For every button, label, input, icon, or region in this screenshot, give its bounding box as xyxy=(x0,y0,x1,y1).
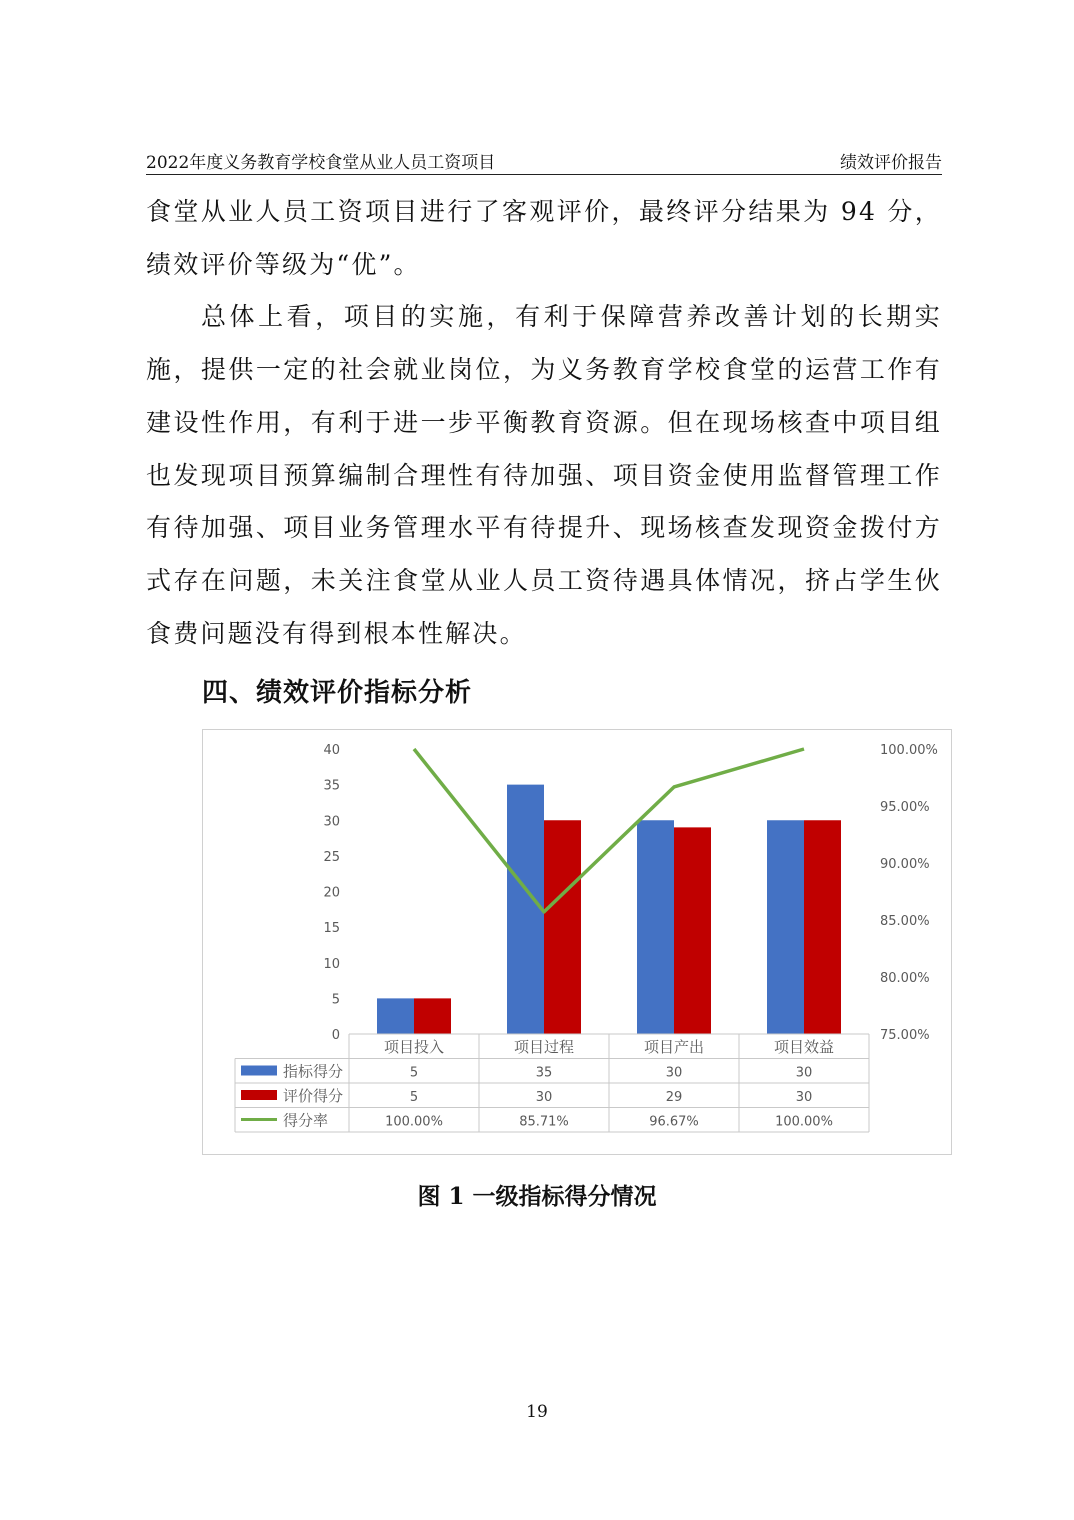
bar-evaluation-score xyxy=(674,827,711,1034)
chart-container xyxy=(202,729,952,1155)
header-title: 2022年度义务教育学校食堂从业人员工资项目 xyxy=(146,153,496,173)
table-cell-value: 85.71% xyxy=(519,1114,569,1130)
figure-caption: 图 1 一级指标得分情况 xyxy=(417,1183,657,1210)
paragraph-2: 总体上看，项目的实施，有利于保障营养改善计划的长期实施，提供一定的社会就业岗位，为义务教育学校食堂的运营工作有建设性作用，有利于进一步平衡教育资源。但在现场核查中项目组也发现项目预算编制合理性有待加强、项目资金使用监督管理工作有待加强、项目业务管理水平有待提升、现场核查发现资金拨付方式存在问题，未关注食堂从业人员工资待遇具体情况，挤占学生伙食费问题没有得到根本性解决。 xyxy=(146,302,942,648)
y2-tick-label: 80.00% xyxy=(880,971,930,986)
table-cell-value: 96.67% xyxy=(649,1114,699,1130)
bar-evaluation-score xyxy=(804,820,841,1034)
y-tick-label: 10 xyxy=(323,956,340,972)
table-cell-value: 30 xyxy=(795,1065,813,1081)
page-number: 19 xyxy=(526,1402,548,1422)
y2-tick-label: 75.00% xyxy=(880,1028,930,1043)
section-heading: 四、绩效评价指标分析 xyxy=(202,678,473,708)
bar-evaluation-score xyxy=(414,998,451,1034)
y-tick-label: 0 xyxy=(331,1028,340,1043)
table-cell-value: 100.00% xyxy=(385,1114,443,1130)
table-cell-value: 100.00% xyxy=(775,1114,833,1130)
table-cell-value: 5 xyxy=(409,1090,419,1105)
y2-tick-label: 85.00% xyxy=(880,914,930,929)
table-cell-value: 30 xyxy=(665,1065,683,1081)
category-label: 项目效益 xyxy=(773,1038,835,1056)
header-report-type: 绩效评价报告 xyxy=(840,153,942,173)
y-tick-label: 15 xyxy=(323,921,340,937)
page-header xyxy=(146,146,942,175)
table-cell-value: 29 xyxy=(665,1090,683,1105)
bar-indicator-score xyxy=(767,820,804,1034)
table-cell-value: 30 xyxy=(795,1090,813,1105)
legend-swatch xyxy=(241,1066,277,1076)
y-tick-label: 35 xyxy=(323,778,340,794)
y2-tick-label: 95.00% xyxy=(880,800,930,815)
bar-indicator-score xyxy=(377,998,414,1034)
table-cell-value: 35 xyxy=(535,1065,553,1081)
y2-tick-label: 90.00% xyxy=(880,857,930,872)
legend-label: 评价得分 xyxy=(283,1087,344,1105)
y2-tick-label: 100.00% xyxy=(880,743,938,758)
bar-indicator-score xyxy=(507,785,544,1034)
y-tick-label: 30 xyxy=(323,814,340,830)
bar-evaluation-score xyxy=(544,820,581,1034)
table-cell-value: 30 xyxy=(535,1090,553,1105)
category-label: 项目投入 xyxy=(383,1038,445,1056)
table-cell-value: 5 xyxy=(409,1065,419,1081)
legend-label: 指标得分 xyxy=(283,1062,344,1081)
bar-indicator-score xyxy=(637,820,674,1034)
paragraph-1: 食堂从业人员工资项目进行了客观评价，最终评分结果为 94 分，绩效评价等级为“优”。 xyxy=(146,197,942,279)
y-tick-label: 20 xyxy=(323,885,340,901)
y-tick-label: 40 xyxy=(323,743,340,758)
legend-label: 得分率 xyxy=(283,1111,329,1130)
body-text xyxy=(146,186,942,660)
line-score-rate xyxy=(414,749,804,912)
y-tick-label: 25 xyxy=(323,849,340,865)
legend-swatch xyxy=(241,1090,277,1100)
category-label: 项目过程 xyxy=(513,1038,575,1056)
y-tick-label: 5 xyxy=(331,992,340,1008)
category-label: 项目产出 xyxy=(643,1038,705,1056)
score-chart xyxy=(203,730,951,1154)
